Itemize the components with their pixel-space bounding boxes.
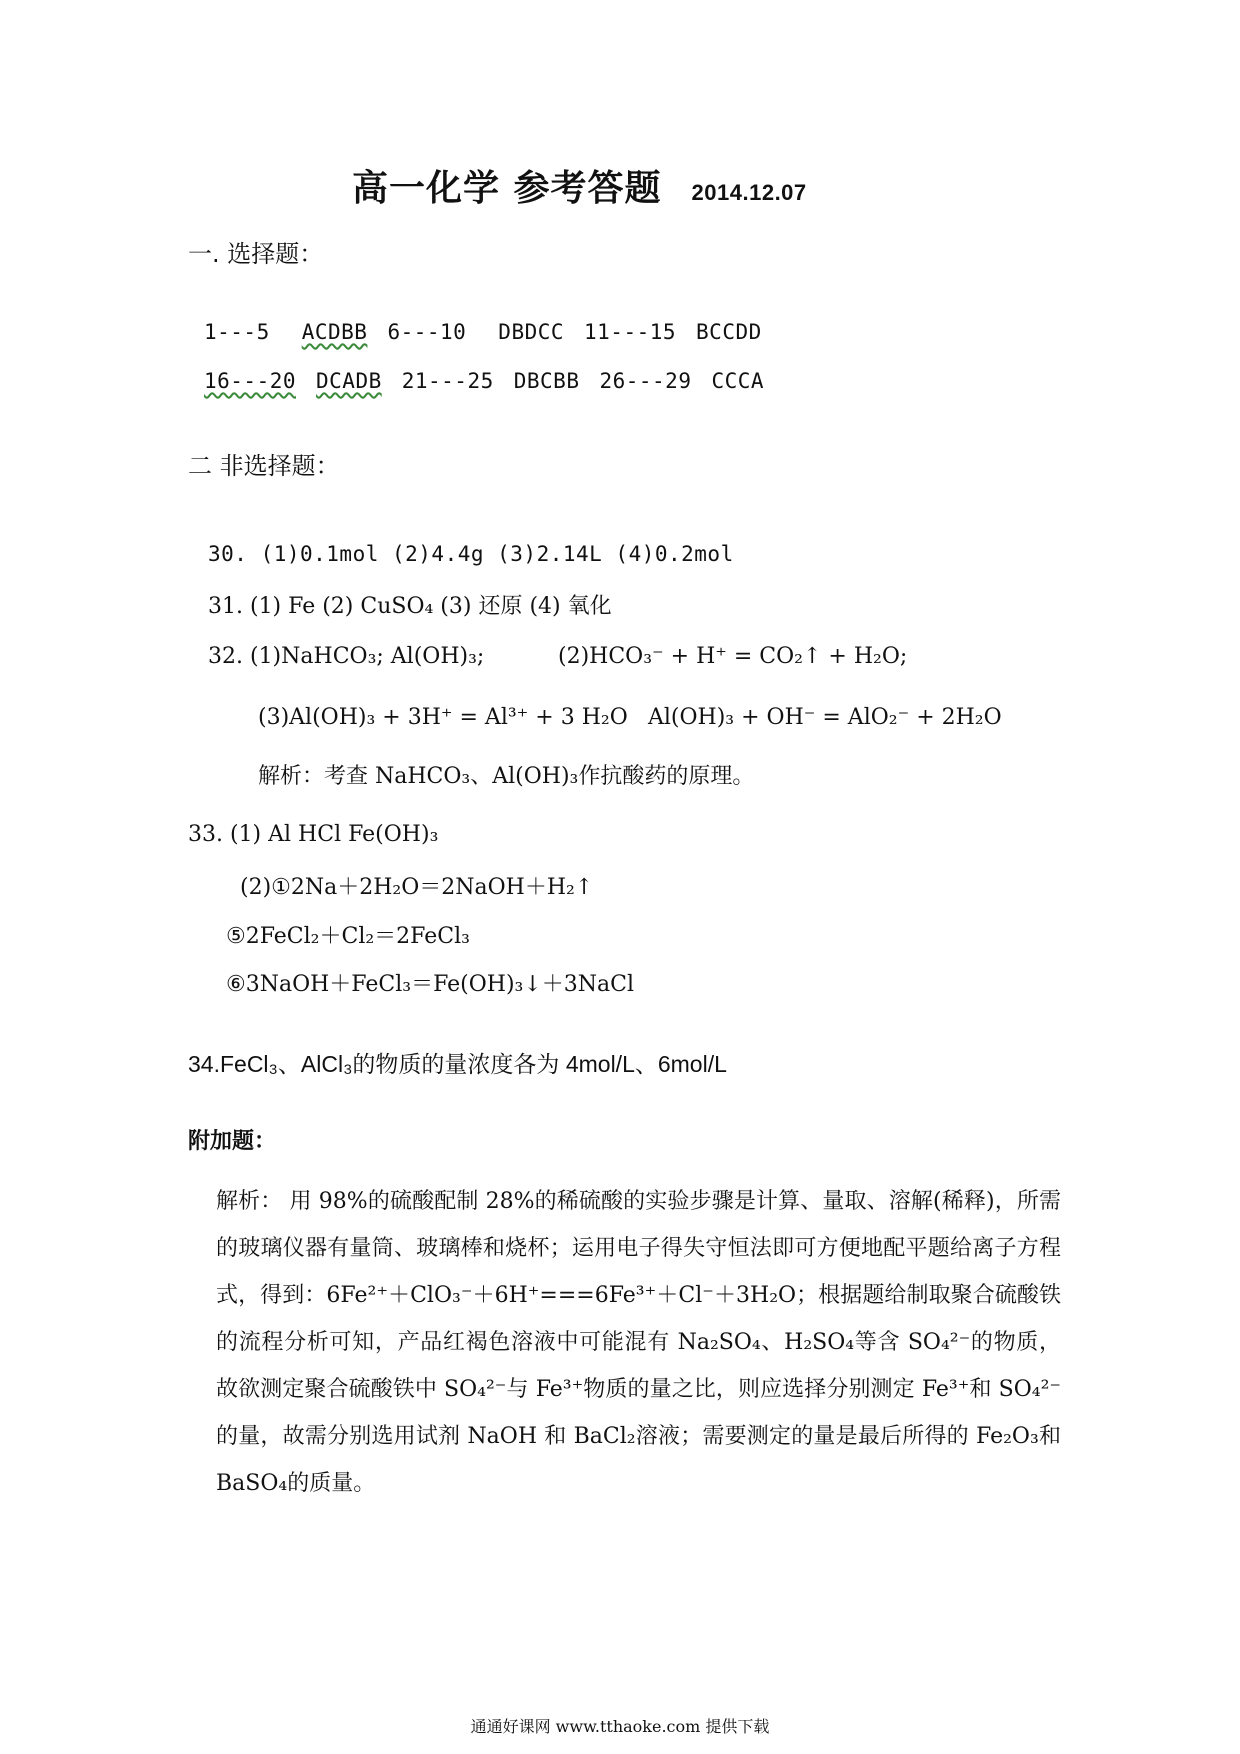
answer-q32-line1a: 32. (1)NaHCO₃; Al(OH)₃; [208, 644, 485, 669]
footer-text: 通通好课网 www.tthaoke.com 提供下载 [470, 1717, 770, 1736]
title-date: 2014.12.07 [691, 180, 807, 205]
answer-q32-line1b: (2)HCO₃⁻ + H⁺ = CO₂↑ + H₂O; [558, 644, 908, 669]
answers-26-29: CCCA [711, 369, 765, 393]
answers-11-15: BCCDD [696, 320, 762, 344]
answers-6-10: DBDCC [498, 320, 565, 344]
range-26-29: 26---29 [599, 369, 692, 393]
answers-1-5: ACDBB [301, 320, 368, 344]
range-1-5: 1---5 [204, 320, 270, 344]
answer-row-1 [204, 320, 762, 344]
answer-q33-3: ⑤2FeCl₂＋Cl₂＝2FeCl₃ [226, 924, 470, 949]
answer-q32-line2a: (3)Al(OH)₃ + 3H⁺ = Al³⁺ + 3 H₂O [258, 705, 628, 730]
range-11-15: 11---15 [584, 320, 677, 344]
answer-q33-4: ⑥3NaOH＋FeCl₃＝Fe(OH)₃↓＋3NaCl [226, 972, 635, 997]
answer-q31: 31. (1) Fe (2) CuSO₄ (3) 还原 (4) 氧化 [208, 594, 612, 619]
section2-heading: 二 非选择题： [188, 452, 340, 480]
answer-q32-note: 解析：考查 NaHCO₃、Al(OH)₃作抗酸药的原理。 [258, 764, 755, 789]
extra-heading: 附加题： [188, 1129, 277, 1154]
range-16-20: 16---20 [204, 369, 297, 393]
title-main: 高一化学 参考答题 [352, 168, 662, 209]
answer-q33-2: (2)①2Na＋2H₂O＝2NaOH＋H₂↑ [240, 875, 594, 900]
range-6-10: 6---10 [387, 320, 467, 344]
extra-analysis: 解析： 用 98%的硫酸配制 28%的稀硫酸的实验步骤是计算、量取、溶解(稀释)，所需的玻璃仪器有量筒、玻璃棒和烧杯；运用电子得失守恒法即可方便地配平题给离子方程式，得到：6Fe²⁺＋ClO₃⁻＋6H⁺===6Fe³⁺＋Cl⁻＋3H₂O；根据题给制取聚合硫酸铁的流程分析可知，产品红褐色溶液中可能混有 Na₂SO₄、H₂SO₄等含 SO₄²⁻的物质，故欲测定聚合硫酸铁中 SO₄²⁻与 Fe³⁺物质的量之比，则应选择分别测定 Fe³⁺和 SO₄²⁻的量，故需分别选用试剂 NaOH 和 BaCl₂溶液；需要测定的量是最后所得的 Fe₂O₃和 BaSO₄的质量。 [216, 1189, 1061, 1496]
answer-row-2 [204, 369, 764, 393]
answer-q32-line2b: Al(OH)₃ + OH⁻ = AlO₂⁻ + 2H₂O [648, 705, 1002, 730]
answers-21-25: DBCBB [513, 369, 580, 393]
answers-16-20: DCADB [316, 369, 382, 393]
page-title [352, 160, 807, 211]
range-21-25: 21---25 [401, 369, 494, 393]
answer-q30: 30. (1)0.1mol (2)4.4g (3)2.14L (4)0.2mol [208, 542, 734, 566]
section1-heading: 一. 选择题： [188, 240, 324, 268]
answer-q33-1: 33. (1) Al HCl Fe(OH)₃ [188, 822, 439, 847]
answer-q34: 34.FeCl₃、AlCl₃的物质的量浓度各为 4mol/L、6mol/L [188, 1051, 727, 1077]
